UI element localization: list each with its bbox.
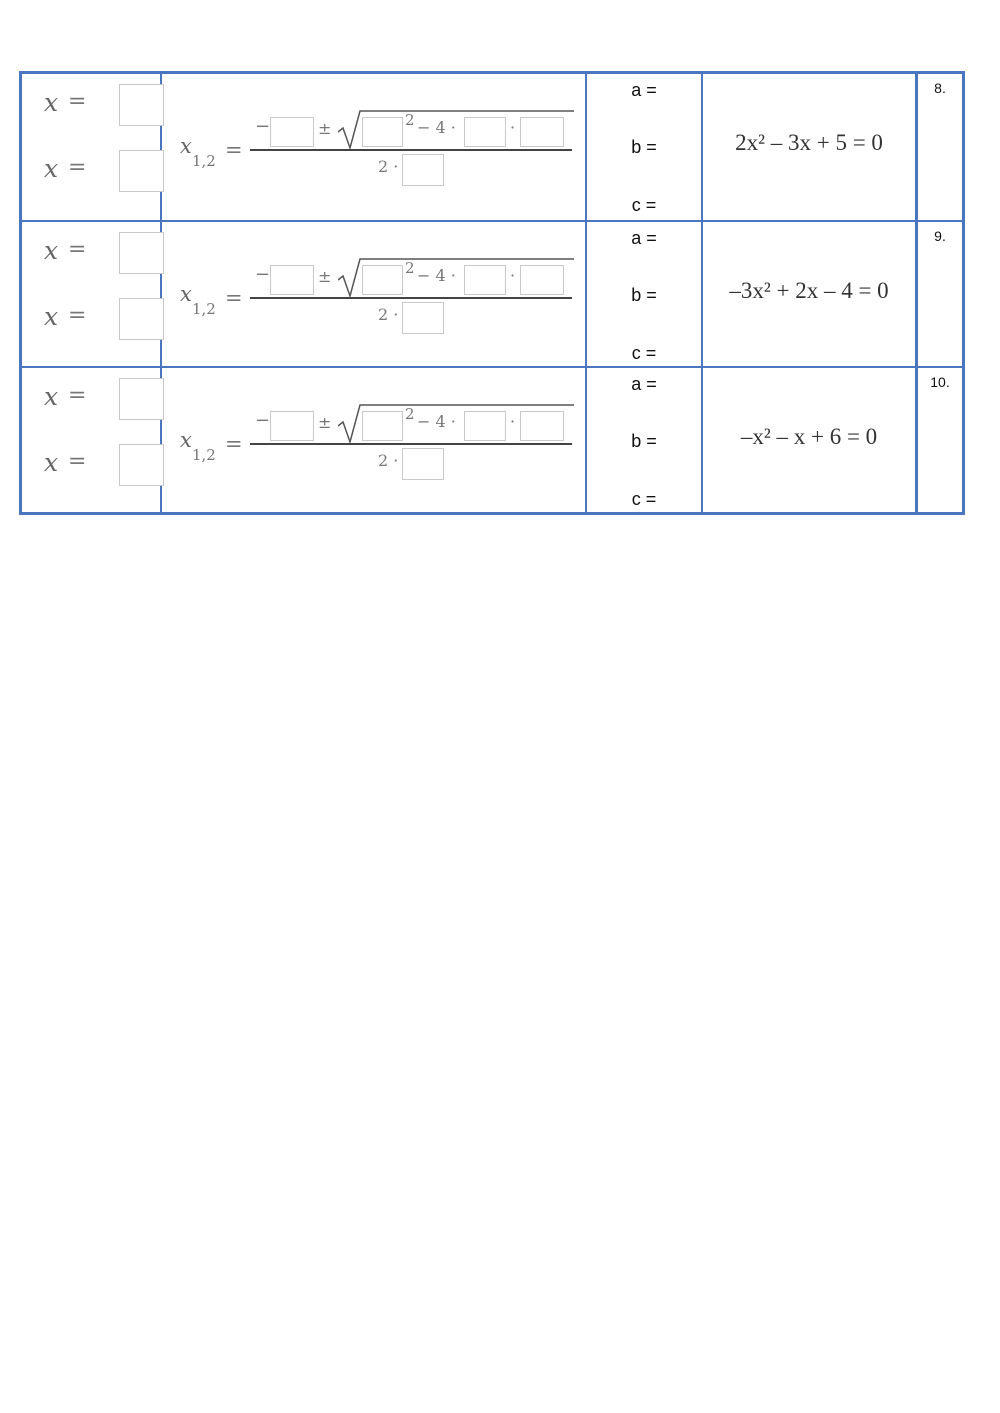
- results-cell: [22, 368, 162, 512]
- result-line: [44, 444, 164, 486]
- formula-dot: ·: [510, 412, 516, 431]
- task-row: [22, 366, 962, 512]
- results-cell: [22, 222, 162, 366]
- formula-denominator-two: 2 ·: [378, 157, 399, 176]
- result-variable: x: [44, 154, 59, 183]
- result-equals: =: [68, 449, 87, 474]
- task-number-cell: [918, 222, 962, 366]
- task-number-cell: [918, 368, 962, 512]
- formula-input-a[interactable]: [464, 411, 506, 441]
- result-variable: x: [44, 448, 59, 477]
- result-input-1[interactable]: [119, 84, 164, 126]
- coefficients-cell: [587, 74, 703, 220]
- formula-exponent: 2: [405, 259, 415, 277]
- formula-input-b-squared[interactable]: [362, 265, 403, 295]
- result-line: [44, 150, 164, 192]
- quadratic-formula-cell: [162, 222, 587, 366]
- coefficients-cell: [587, 368, 703, 512]
- formula-subscript: 1,2: [192, 446, 216, 464]
- formula-exponent: 2: [405, 405, 415, 423]
- formula-input-b-squared[interactable]: [362, 117, 403, 147]
- quadratic-formula-cell: [162, 74, 587, 220]
- quadratic-equation: 2x² – 3x + 5 = 0: [735, 130, 883, 155]
- results-cell: [22, 74, 162, 220]
- result-variable: x: [44, 88, 59, 117]
- result-variable: x: [44, 302, 59, 331]
- formula-equals: =: [225, 138, 243, 162]
- quadratic-formula-cell: [162, 368, 587, 512]
- formula-input-c[interactable]: [520, 411, 564, 441]
- coefficient-b-label: b =: [631, 431, 657, 451]
- coefficient-b-label: b =: [631, 137, 657, 157]
- formula-minus-sign: −: [255, 410, 271, 431]
- formula-minus-four: − 4 ·: [417, 266, 456, 285]
- result-equals: =: [68, 89, 87, 114]
- result-input-1[interactable]: [119, 378, 164, 420]
- formula-variable: x: [180, 134, 192, 158]
- equation-cell: [703, 222, 918, 366]
- formula-minus-sign: −: [255, 116, 271, 137]
- quadratic-equation: –x² – x + 6 = 0: [740, 424, 878, 449]
- formula-exponent: 2: [405, 111, 415, 129]
- formula-subscript: 1,2: [192, 152, 216, 170]
- coefficients-cell: [587, 222, 703, 366]
- fraction-bar: [250, 297, 572, 299]
- formula-input-b[interactable]: [270, 117, 314, 147]
- result-line: [44, 378, 164, 420]
- fraction-bar: [250, 149, 572, 151]
- task-row: [22, 220, 962, 366]
- formula-input-denominator-a[interactable]: [402, 154, 444, 186]
- formula-equals: =: [225, 432, 243, 456]
- formula-input-denominator-a[interactable]: [402, 448, 444, 480]
- formula-variable: x: [180, 282, 192, 306]
- result-line: [44, 84, 164, 126]
- result-variable: x: [44, 236, 59, 265]
- formula-equals: =: [225, 286, 243, 310]
- task-number: 10.: [930, 374, 950, 390]
- formula-subscript: 1,2: [192, 300, 216, 318]
- formula-denominator-two: 2 ·: [378, 305, 399, 324]
- formula-input-b[interactable]: [270, 411, 314, 441]
- task-row: [22, 74, 962, 220]
- result-input-2[interactable]: [119, 150, 164, 192]
- formula-input-a[interactable]: [464, 265, 506, 295]
- formula-dot: ·: [510, 266, 516, 285]
- quadratic-equation: –3x² + 2x – 4 = 0: [729, 278, 889, 303]
- result-variable: x: [44, 382, 59, 411]
- formula-plus-minus: ±: [318, 267, 332, 286]
- formula-dot: ·: [510, 118, 516, 137]
- formula-denominator-two: 2 ·: [378, 451, 399, 470]
- formula-plus-minus: ±: [318, 119, 332, 138]
- result-line: [44, 232, 164, 274]
- equation-cell: [703, 74, 918, 220]
- formula-input-c[interactable]: [520, 265, 564, 295]
- formula-input-a[interactable]: [464, 117, 506, 147]
- formula-minus-sign: −: [255, 264, 271, 285]
- result-input-1[interactable]: [119, 232, 164, 274]
- formula-input-b-squared[interactable]: [362, 411, 403, 441]
- result-equals: =: [68, 383, 87, 408]
- formula-variable: x: [180, 428, 192, 452]
- coefficient-c-label: c =: [631, 489, 657, 509]
- formula-minus-four: − 4 ·: [417, 118, 456, 137]
- fraction-bar: [250, 443, 572, 445]
- coefficient-c-label: c =: [631, 195, 657, 215]
- task-number-cell: [918, 74, 962, 220]
- formula-input-c[interactable]: [520, 117, 564, 147]
- formula-input-denominator-a[interactable]: [402, 302, 444, 334]
- formula-input-b[interactable]: [270, 265, 314, 295]
- coefficient-a-label: a =: [631, 228, 657, 248]
- result-input-2[interactable]: [119, 298, 164, 340]
- equation-cell: [703, 368, 918, 512]
- task-number: 8.: [934, 80, 946, 96]
- coefficient-c-label: c =: [631, 343, 657, 363]
- coefficient-a-label: a =: [631, 80, 657, 100]
- result-line: [44, 298, 164, 340]
- result-equals: =: [68, 237, 87, 262]
- quadratic-worksheet-table: [19, 71, 965, 515]
- formula-plus-minus: ±: [318, 413, 332, 432]
- result-equals: =: [68, 155, 87, 180]
- coefficient-a-label: a =: [631, 374, 657, 394]
- task-number: 9.: [934, 228, 946, 244]
- formula-minus-four: − 4 ·: [417, 412, 456, 431]
- coefficient-b-label: b =: [631, 285, 657, 305]
- result-equals: =: [68, 303, 87, 328]
- result-input-2[interactable]: [119, 444, 164, 486]
